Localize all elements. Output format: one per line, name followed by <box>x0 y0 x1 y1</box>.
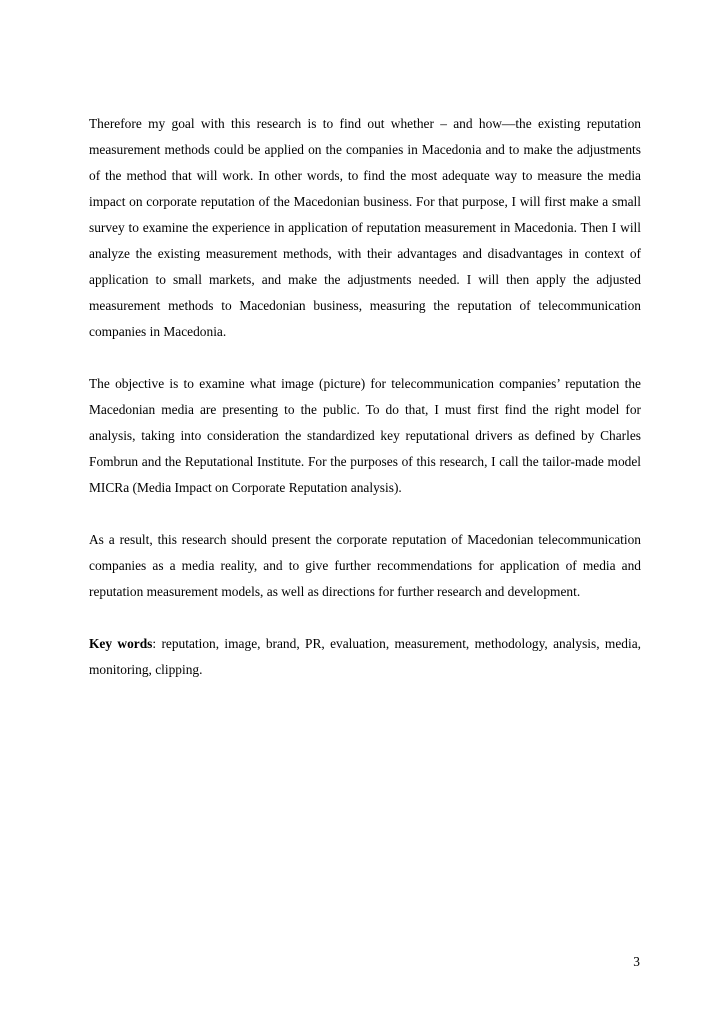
paragraph-objective: The objective is to examine what image (picture) for telecommunication companies’ reputation the Macedonian media are presenting to the public. To do that, I must first find the right model for analysis, taking into consideration the standardized key reputational drivers as defined by Charles Fombrun and the Reputational Institute. For the purposes of this research, I call the tailor-made model MICRa (Media Impact on Corporate Reputation analysis). <box>89 376 641 495</box>
paragraph-research-goal: Therefore my goal with this research is to find out whether – and how—the existing reputation measurement methods could be applied on the companies in Macedonia and to make the adjustments of the method that will work. In other words, to find the most adequate way to measure the media impact on corporate reputation of the Macedonian business. For that purpose, I will first make a small survey to examine the experience in application of reputation measurement in Macedonia. Then I will analyze the existing measurement methods, with their advantages and disadvantages in context of application to small markets, and make the adjustments needed. I will then apply the adjusted measurement methods to Macedonian business, measuring the reputation of telecommunication companies in Macedonia. <box>89 116 641 339</box>
page-number: 3 <box>633 954 640 969</box>
page-body <box>89 111 641 683</box>
keywords-list: : reputation, image, brand, PR, evaluation, measurement, methodology, analysis, media, monitoring, clipping. <box>89 636 641 677</box>
keywords-paragraph <box>89 631 641 683</box>
keywords-label: Key words <box>89 636 153 651</box>
paragraph-result: As a result, this research should present the corporate reputation of Macedonian telecommunication companies as a media reality, and to give further recommendations for application of media and reputation measurement models, as well as directions for further research and development. <box>89 532 641 599</box>
